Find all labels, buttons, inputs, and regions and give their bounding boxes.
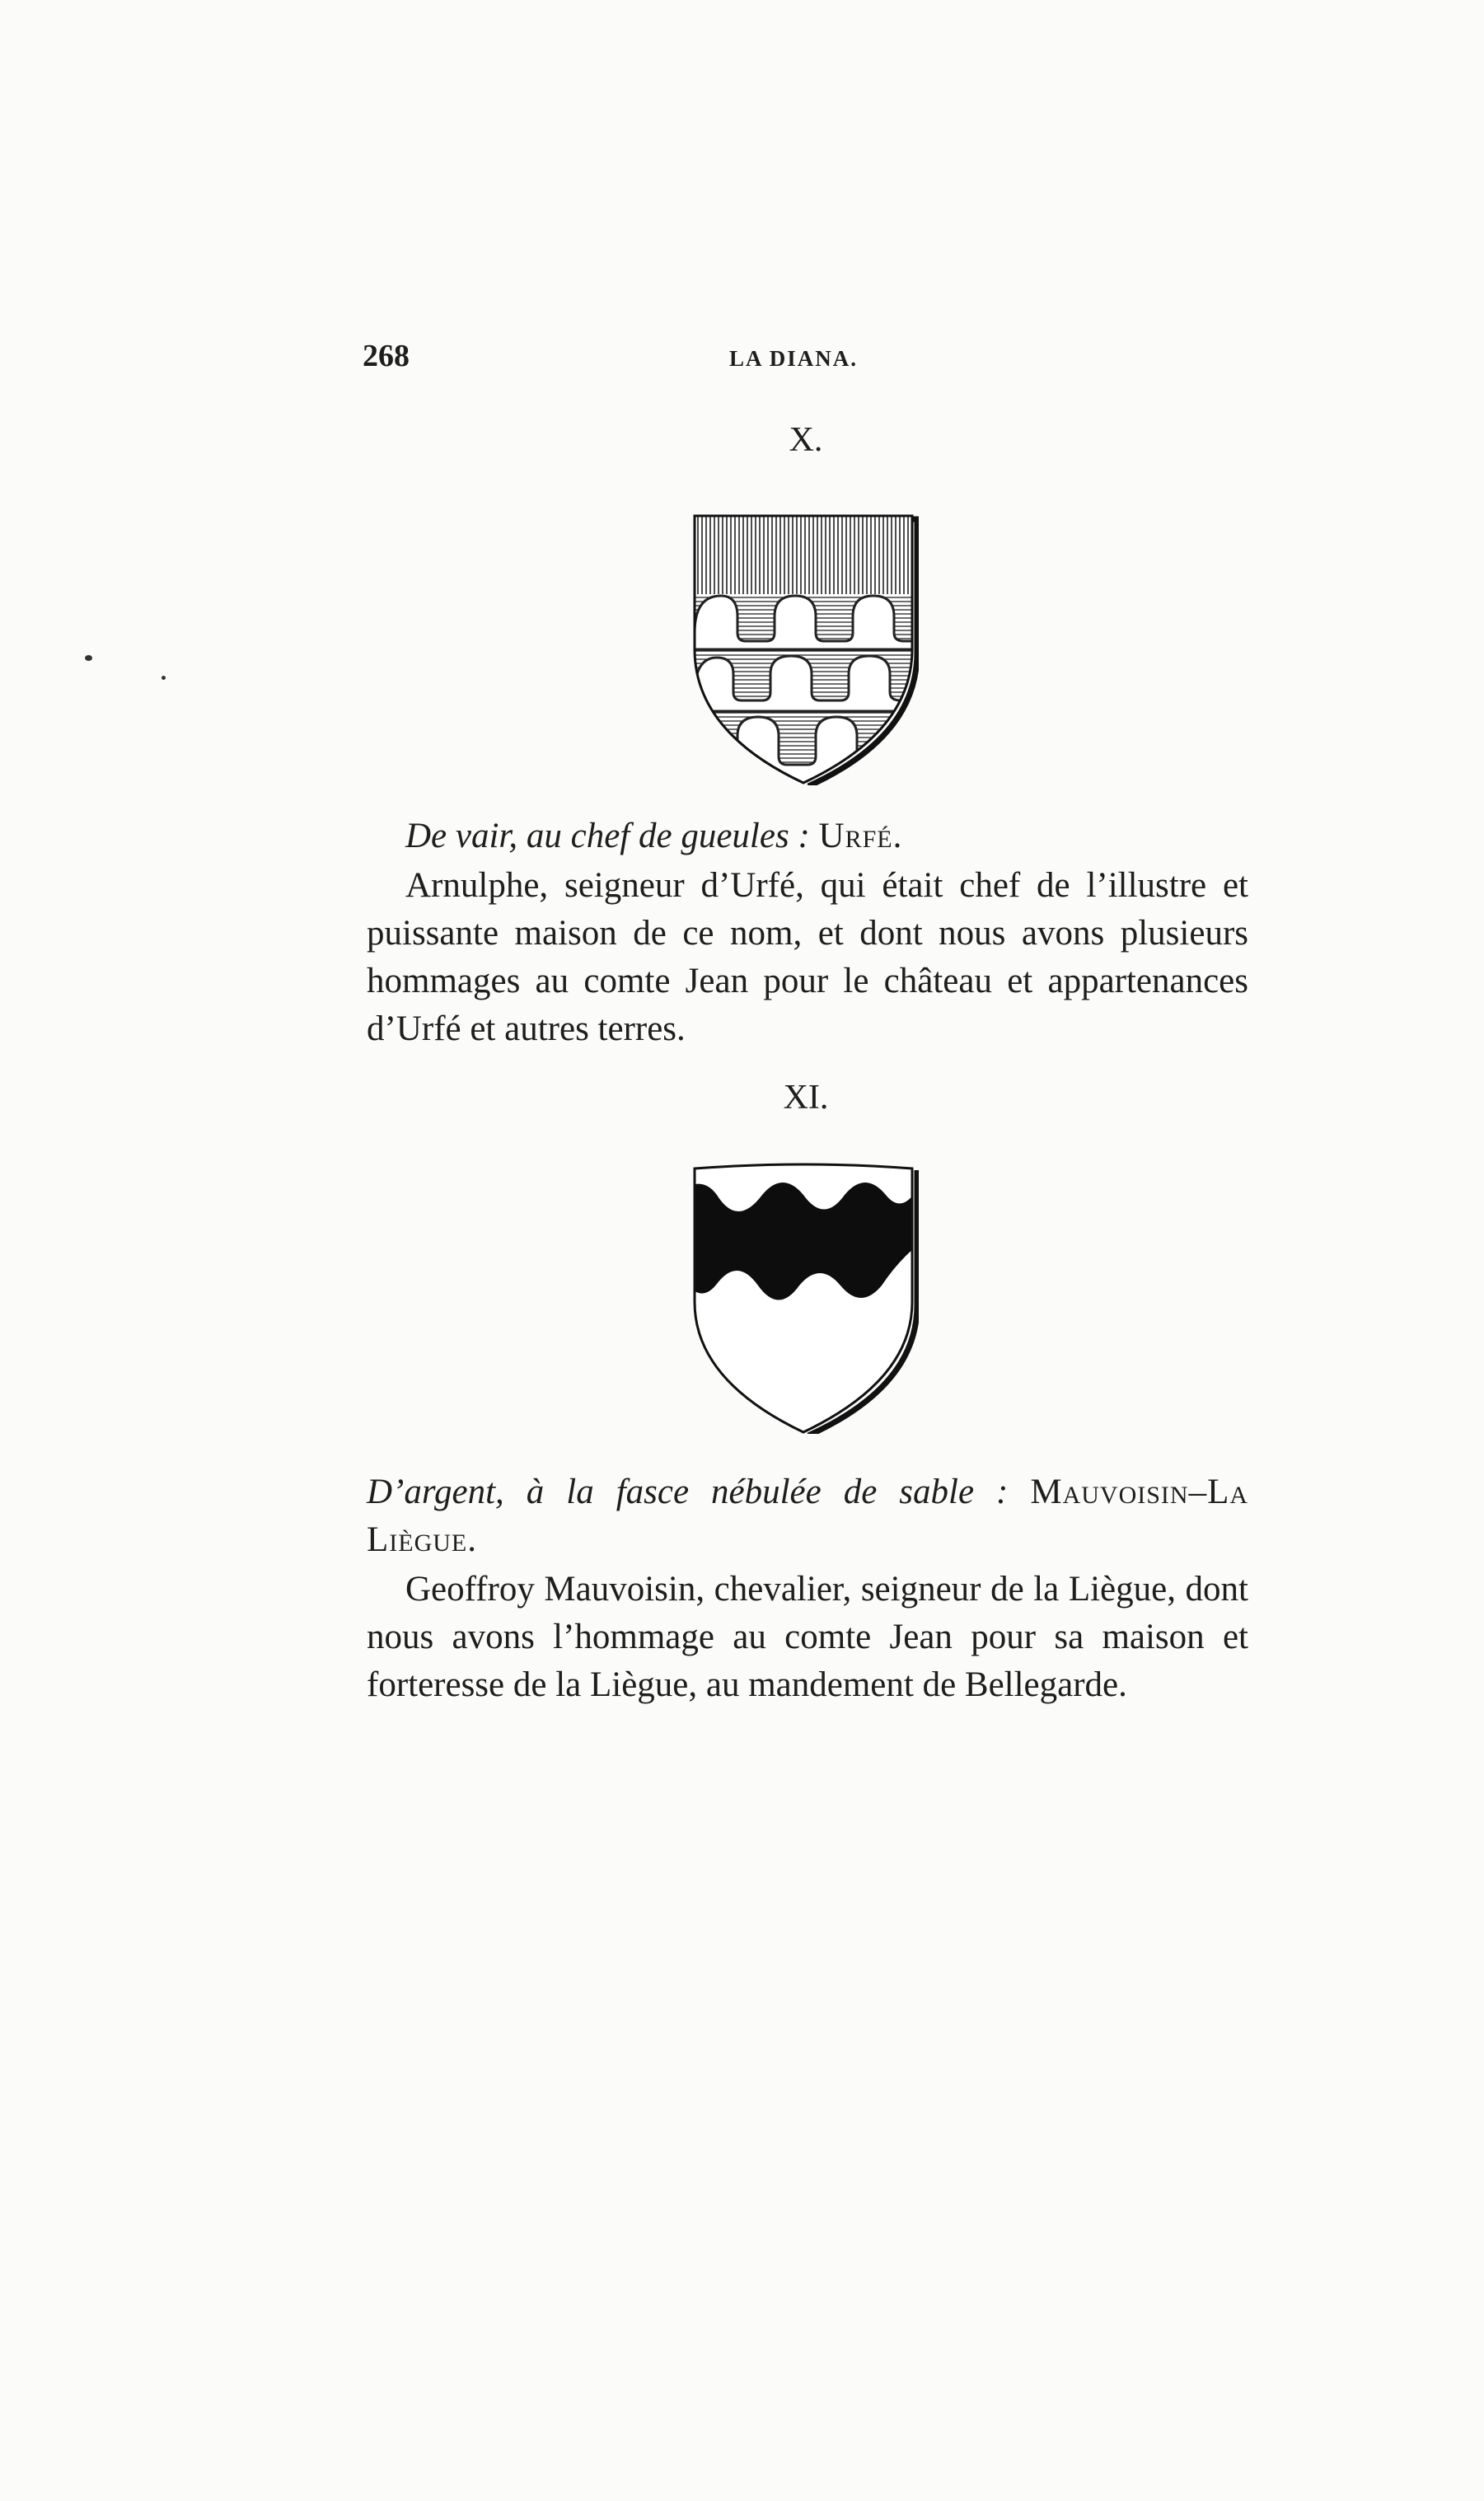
blazon-mauvoisin-continuation — [367, 1516, 1248, 1564]
blazon-text: D’argent, à la fasce nébulée de sable : — [367, 1473, 1031, 1511]
family-name: Mauvoisin–La — [1030, 1473, 1248, 1511]
running-title: LA DIANA. — [729, 346, 859, 371]
page-number: 268 — [363, 339, 410, 373]
family-name-continuation: Liègue. — [367, 1520, 477, 1559]
ink-speck — [162, 676, 166, 680]
blazon-mauvoisin — [367, 1468, 1248, 1516]
urfe-coat-of-arms — [688, 509, 919, 785]
blazon-text: De vair, au chef de gueules : — [405, 817, 819, 855]
ink-speck — [85, 655, 92, 661]
section-number-x: X. — [789, 421, 823, 459]
blazon-urfe — [405, 813, 1229, 860]
paragraph-mauvoisin: Geoffroy Mauvoisin, chevalier, seigneur de la Liègue, dont nous avons l’hommage au comte Jean pour sa maison et forteresse de la Liègue, au mandement de Bellegarde. — [367, 1570, 1248, 1704]
mauvoisin-coat-of-arms — [688, 1162, 919, 1434]
section-number-xi: XI. — [783, 1079, 829, 1117]
family-name: Urfé. — [818, 817, 903, 855]
paragraph-urfe: Arnulphe, seigneur d’Urfé, qui était chef de l’illustre et puissante maison de ce nom, et dont nous avons plusieurs hommages au comte Jean pour le château et appartenances d’Urfé et autres terres. — [367, 866, 1248, 1048]
running-head — [363, 338, 1252, 379]
